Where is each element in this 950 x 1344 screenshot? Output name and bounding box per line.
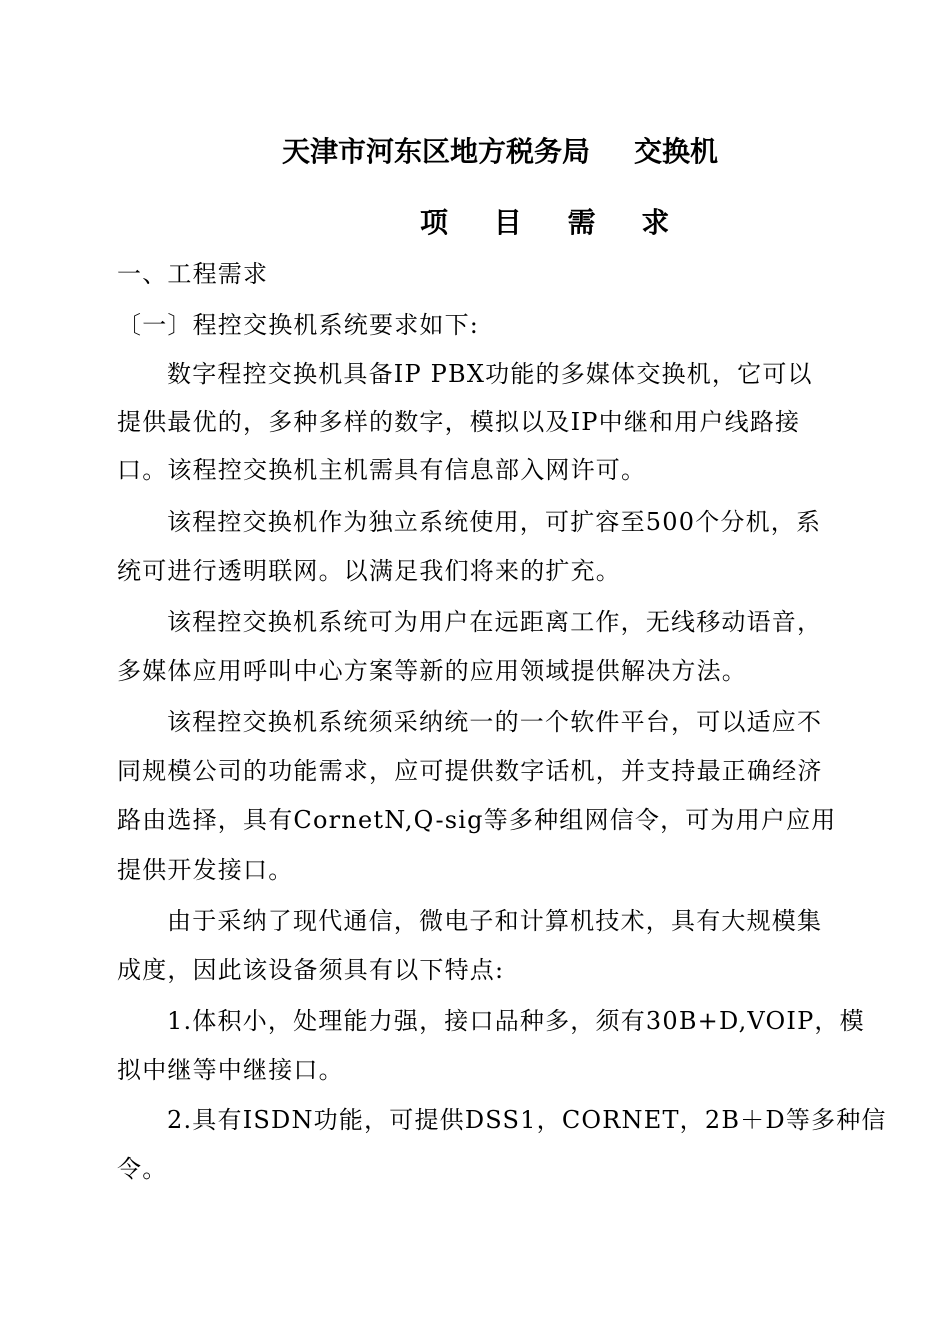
paragraph-line: 同规模公司的功能需求，应可提供数字话机，并支持最正确经济 — [117, 757, 823, 785]
paragraph-line: 数字程控交换机具备IP PBX功能的多媒体交换机，它可以 — [167, 360, 813, 388]
list-item-line: 1.体积小，处理能力强，接口品种多，须有30B+D,VOIP，模 — [167, 1007, 865, 1035]
title-subject: 交换机 — [634, 135, 719, 168]
title-organization: 天津市河东区地方税务局 — [282, 135, 591, 168]
list-item-line: 令。 — [117, 1155, 168, 1183]
document-title — [282, 134, 718, 170]
paragraph-line: 该程控交换机系统须采纳统一的一个软件平台，可以适应不 — [167, 708, 823, 736]
paragraph-line: 口。该程控交换机主机需具有信息部入网许可。 — [117, 456, 647, 484]
paragraph-line: 该程控交换机作为独立系统使用，可扩容至500个分机，系 — [167, 508, 822, 536]
section-heading: 一、工程需求 — [117, 260, 269, 288]
paragraph-line: 多媒体应用呼叫中心方案等新的应用领域提供解决方法。 — [117, 657, 747, 685]
paragraph-line: 由于采纳了现代通信，微电子和计算机技术，具有大规模集 — [167, 907, 823, 935]
subsection-heading: 〔一〕程控交换机系统要求如下: — [117, 311, 480, 339]
paragraph-line: 提供开发接口。 — [117, 856, 294, 884]
paragraph-line: 路由选择，具有CornetN,Q-sig等多种组网信令，可为用户应用 — [117, 806, 837, 834]
paragraph-line: 统可进行透明联网。以满足我们将来的扩充。 — [117, 557, 621, 585]
list-item-line: 拟中继等中继接口。 — [117, 1056, 344, 1084]
paragraph-line: 成度，因此该设备须具有以下特点: — [117, 956, 505, 984]
paragraph-line: 提供最优的，多种多样的数字，模拟以及IP中继和用户线路接 — [117, 408, 801, 436]
document-subtitle: 项 目 需 求 — [420, 206, 688, 239]
list-item-line: 2.具有ISDN功能，可提供DSS1，CORNET，2B＋D等多种信 — [167, 1106, 887, 1134]
paragraph-line: 该程控交换机系统可为用户在远距离工作，无线移动语音， — [167, 608, 823, 636]
